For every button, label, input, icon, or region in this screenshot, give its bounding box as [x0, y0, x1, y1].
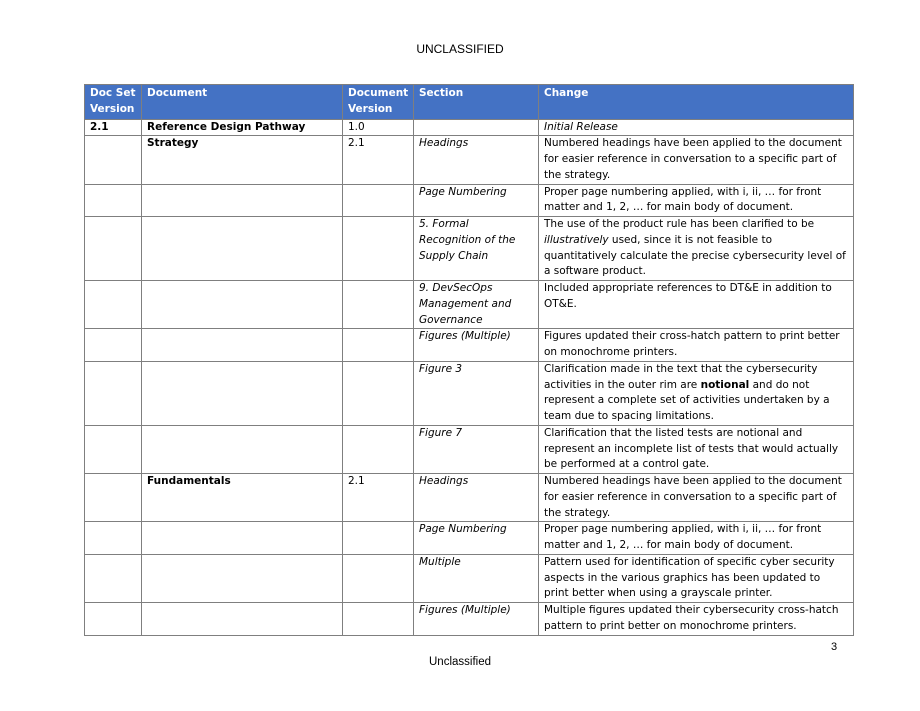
section-cell: Page Numbering	[414, 184, 539, 217]
change-text: The use of the product rule has been clarified to be	[544, 218, 815, 230]
table-row	[85, 554, 854, 602]
document-version-cell	[343, 425, 414, 473]
change-strong: notional	[700, 378, 750, 391]
table-row	[85, 474, 854, 522]
change-log-table	[84, 84, 854, 636]
document-version-cell	[343, 184, 414, 217]
document-cell: Fundamentals	[142, 474, 343, 522]
section-cell: Multiple	[414, 554, 539, 602]
document-version-cell	[343, 217, 414, 281]
table-row	[85, 425, 854, 473]
change-cell: Numbered headings have been applied to the document for easier reference in conversation to a specific part of the strategy.	[539, 136, 854, 184]
change-cell: Figures updated their cross-hatch pattern to print better on monochrome printers.	[539, 329, 854, 362]
document-version-cell	[343, 554, 414, 602]
table-row	[85, 329, 854, 362]
document-version-cell	[343, 522, 414, 555]
section-cell: Figure 3	[414, 361, 539, 425]
section-cell: Headings	[414, 474, 539, 522]
docset-version-cell	[85, 603, 142, 636]
column-header-section: Section	[414, 85, 539, 120]
change-cell	[539, 217, 854, 281]
column-header-change: Change	[539, 85, 854, 120]
docset-version-cell	[85, 425, 142, 473]
change-cell: Multiple figures updated their cybersecurity cross-hatch pattern to print better on monochrome printers.	[539, 603, 854, 636]
document-cell	[142, 217, 343, 281]
docset-version-cell	[85, 281, 142, 329]
document-version-cell	[343, 603, 414, 636]
docset-version-cell	[85, 554, 142, 602]
document-cell: Reference Design Pathway	[142, 119, 343, 136]
document-cell	[142, 425, 343, 473]
docset-version-cell	[85, 329, 142, 362]
table-row	[85, 281, 854, 329]
document-version-cell	[343, 329, 414, 362]
table-header-row	[85, 85, 854, 120]
document-version-cell	[343, 361, 414, 425]
change-cell: Initial Release	[539, 119, 854, 136]
column-header-docset-version: Doc Set Version	[85, 85, 142, 120]
change-cell: Included appropriate references to DT&E in addition to OT&E.	[539, 281, 854, 329]
table-row	[85, 522, 854, 555]
docset-version-cell	[85, 217, 142, 281]
document-version-cell	[343, 281, 414, 329]
section-cell: 5. Formal Recognition of the Supply Chain	[414, 217, 539, 281]
docset-version-cell: 2.1	[85, 119, 142, 136]
section-cell: Page Numbering	[414, 522, 539, 555]
section-cell: Figures (Multiple)	[414, 329, 539, 362]
document-version-cell: 2.1	[343, 136, 414, 184]
change-cell: Proper page numbering applied, with i, ii, … for front matter and 1, 2, … for main body of document.	[539, 522, 854, 555]
change-cell: Proper page numbering applied, with i, ii, … for front matter and 1, 2, … for main body of document.	[539, 184, 854, 217]
column-header-document-version: Document Version	[343, 85, 414, 120]
document-cell	[142, 184, 343, 217]
document-version-cell: 1.0	[343, 119, 414, 136]
section-cell: 9. DevSecOps Management and Governance	[414, 281, 539, 329]
docset-version-cell	[85, 184, 142, 217]
docset-version-cell	[85, 474, 142, 522]
document-cell	[142, 554, 343, 602]
docset-version-cell	[85, 361, 142, 425]
change-cell	[539, 361, 854, 425]
document-version-cell: 2.1	[343, 474, 414, 522]
section-cell	[414, 119, 539, 136]
change-text: and do not represent a complete set of activities undertaken by a team due to spacing limitations.	[544, 378, 830, 422]
page-number: 3	[831, 641, 838, 653]
table-row	[85, 136, 854, 184]
table-row	[85, 184, 854, 217]
document-cell	[142, 281, 343, 329]
footer-classification: Unclassified	[429, 656, 491, 668]
docset-version-cell	[85, 136, 142, 184]
change-text: used, since it is not feasible to quantitatively calculate the precise cybersecurity level of a software product.	[544, 233, 846, 278]
document-cell	[142, 603, 343, 636]
section-cell: Figures (Multiple)	[414, 603, 539, 636]
change-cell: Clarification that the listed tests are notional and represent an incomplete list of tests that would actually be performed at a control gate.	[539, 425, 854, 473]
section-cell: Headings	[414, 136, 539, 184]
table-row	[85, 361, 854, 425]
document-cell	[142, 522, 343, 555]
header-classification: UNCLASSIFIED	[416, 42, 504, 56]
document-cell: Strategy	[142, 136, 343, 184]
section-cell: Figure 7	[414, 425, 539, 473]
table-row	[85, 217, 854, 281]
change-text: Clarification made in the text that the cybersecurity activities in the outer rim are	[544, 362, 818, 391]
document-cell	[142, 361, 343, 425]
column-header-document: Document	[142, 85, 343, 120]
table-row	[85, 603, 854, 636]
change-cell: Pattern used for identification of specific cyber security aspects in the various graphics has been updated to print better when using a grayscale printer.	[539, 554, 854, 602]
document-cell	[142, 329, 343, 362]
docset-version-cell	[85, 522, 142, 555]
table-row	[85, 119, 854, 136]
change-emphasis: illustratively	[544, 233, 609, 246]
change-cell: Numbered headings have been applied to the document for easier reference in conversation to a specific part of the strategy.	[539, 474, 854, 522]
